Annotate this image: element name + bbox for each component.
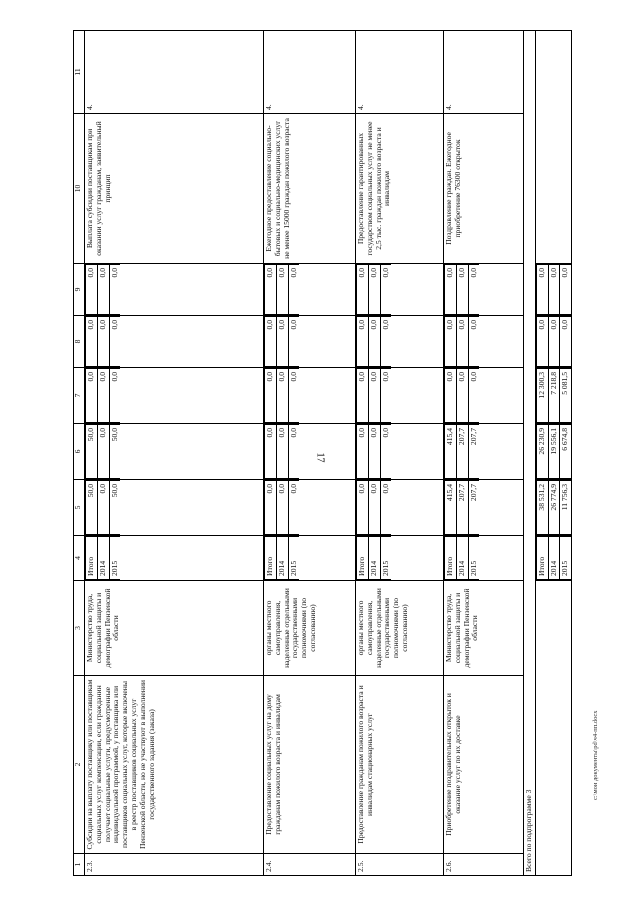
value-cell: 0,0 <box>109 265 120 315</box>
value-cell: 0,0 <box>109 369 120 423</box>
value-cell: 0,0 <box>86 369 98 423</box>
row-number: 2.6. <box>444 854 524 876</box>
value-cell: 0,0 <box>536 317 548 367</box>
value-cell: 50,0 <box>86 425 98 479</box>
value-cell: 0,0 <box>265 425 277 479</box>
rotated-table-container <box>73 31 583 876</box>
value-cell: 0,0 <box>380 317 391 367</box>
value-cell: 0,0 <box>265 481 277 535</box>
value-cell: 0,0 <box>97 425 109 479</box>
value-cell: 0,0 <box>97 369 109 423</box>
col-header: 11 <box>74 31 85 114</box>
value-cell: 0,0 <box>357 317 369 367</box>
value-cell: 0,0 <box>380 425 391 479</box>
col-header: 7 <box>74 368 85 424</box>
value-cell: 11 756,3 <box>560 481 571 535</box>
value-cell: 0,0 <box>288 265 299 315</box>
value-cell: 26 774,9 <box>548 481 560 535</box>
table-row <box>444 31 524 876</box>
value-cell: 26 230,9 <box>536 425 548 479</box>
total-label-row <box>524 31 536 876</box>
value-cell: 19 556,1 <box>548 425 560 479</box>
value-cell: 0,0 <box>276 425 288 479</box>
indicator-ref: 4. <box>356 31 444 114</box>
value-cell: 0,0 <box>368 369 380 423</box>
value-cell: 0,0 <box>265 369 277 423</box>
col-header: 2 <box>74 676 85 854</box>
value-cell: 0,0 <box>468 369 479 423</box>
value-cell: 50,0 <box>109 425 120 479</box>
value-cell: 0,0 <box>109 317 120 367</box>
year-cell: 2015 <box>288 537 299 580</box>
col-header: 1 <box>74 854 85 876</box>
value-cell: 0,0 <box>276 265 288 315</box>
total-label: Всего по подпрограмме 3 <box>524 31 536 876</box>
executor: органы местного самоуправления, наделенные отдельными государственными полномочиями (по согласованию) <box>264 581 356 676</box>
value-cell: 0,0 <box>368 481 380 535</box>
activity-name: Предоставление гражданам пожилого возраста и инвалидам стационарных услуг <box>356 676 444 854</box>
file-path-footer: c:\мои документы\pd\ч4-пп.docx <box>592 710 599 800</box>
table-row <box>85 31 264 876</box>
year-cell: Итого <box>536 537 548 580</box>
col-header: 4 <box>74 536 85 581</box>
value-cell: 0,0 <box>548 265 560 315</box>
value-cell: 207,7 <box>468 425 479 479</box>
year-cell: 2014 <box>368 537 380 580</box>
value-cell: 0,0 <box>456 265 468 315</box>
activity-name: Предоставление социальных услуг на дому гражданам пожилого возраста и инвалидам <box>264 676 356 854</box>
value-cell: 415,4 <box>445 425 457 479</box>
value-cell: 0,0 <box>357 425 369 479</box>
value-cell: 0,0 <box>265 265 277 315</box>
value-cell: 0,0 <box>288 425 299 479</box>
executor: Министерство труда, социальной защиты и демографии Пензенской области <box>444 581 524 676</box>
value-cell: 0,0 <box>97 265 109 315</box>
indicator-ref: 4. <box>444 31 524 114</box>
expected-result: Ежегодное предоставление социально-бытовых и социально-медицинских услуг не менее 15000 граждан пожилого возраста <box>264 114 356 264</box>
activity-name: Субсидии на выплату поставщику или поставщикам социальных услуг компенсации, если гражданин получает социальные услуги, предусмотренные индивидуальной программой, у поставщика или поставщиков социальных услуг, которые включены в реестр поставщиков социальных услуг Пензенской области, но не участвуют в выполнении государственного задания (заказа) <box>85 676 264 854</box>
row-number: 2.4. <box>264 854 356 876</box>
col-header: 3 <box>74 581 85 676</box>
col-header: 8 <box>74 316 85 368</box>
value-cell: 0,0 <box>357 265 369 315</box>
value-cell: 207,7 <box>456 481 468 535</box>
year-cell: Итого <box>86 537 98 580</box>
value-cell: 207,7 <box>456 425 468 479</box>
value-cell: 0,0 <box>288 317 299 367</box>
col-header: 10 <box>74 114 85 264</box>
year-cell: Итого <box>265 537 277 580</box>
executor: Министерство труда, социальной защиты и демографии Пензенской области <box>85 581 264 676</box>
year-cell: 2015 <box>560 537 571 580</box>
year-cell: 2014 <box>97 537 109 580</box>
col-header: 5 <box>74 480 85 536</box>
value-cell: 50,0 <box>109 481 120 535</box>
row-number: 2.5. <box>356 854 444 876</box>
value-cell: 0,0 <box>276 481 288 535</box>
value-cell: 0,0 <box>380 369 391 423</box>
value-cell: 5 081,5 <box>560 369 571 423</box>
value-cell: 0,0 <box>97 481 109 535</box>
value-cell: 0,0 <box>357 369 369 423</box>
page-number: 17 <box>314 452 326 463</box>
value-cell: 0,0 <box>265 317 277 367</box>
value-cell: 0,0 <box>86 265 98 315</box>
year-cell: 2014 <box>276 537 288 580</box>
value-cell: 0,0 <box>445 369 457 423</box>
value-cell: 0,0 <box>357 481 369 535</box>
value-cell: 0,0 <box>456 317 468 367</box>
table-row <box>356 31 444 876</box>
value-cell: 0,0 <box>380 481 391 535</box>
col-header: 9 <box>74 264 85 316</box>
expected-result: Выплата субсидии поставщикам при оказании услуг гражданам, заявительный принцип <box>85 114 264 264</box>
value-cell: 0,0 <box>86 317 98 367</box>
value-cell: 0,0 <box>445 317 457 367</box>
indicator-ref: 4. <box>85 31 264 114</box>
value-cell: 6 674,8 <box>560 425 571 479</box>
year-cell: 2015 <box>380 537 391 580</box>
value-cell: 12 300,3 <box>536 369 548 423</box>
value-cell: 0,0 <box>560 265 571 315</box>
row-number: 2.3. <box>85 854 264 876</box>
value-cell: 0,0 <box>97 317 109 367</box>
value-cell: 0,0 <box>560 317 571 367</box>
value-cell: 7 218,8 <box>548 369 560 423</box>
activity-name: Приобретение поздравительных открыток и оказание услуг по их доставке <box>444 676 524 854</box>
value-cell: 0,0 <box>368 265 380 315</box>
value-cell: 0,0 <box>548 317 560 367</box>
expected-result: Предоставление гарантированных государством социальных услуг не менее 2,5 тыс. граждан пожилого возраста и инвалидам <box>356 114 444 264</box>
value-cell: 0,0 <box>536 265 548 315</box>
value-cell: 0,0 <box>456 369 468 423</box>
indicator-ref: 4. <box>264 31 356 114</box>
year-cell: Итого <box>357 537 369 580</box>
value-cell: 0,0 <box>445 265 457 315</box>
value-cell: 0,0 <box>468 317 479 367</box>
value-cell: 0,0 <box>380 265 391 315</box>
total-row <box>535 31 571 876</box>
value-cell: 50,0 <box>86 481 98 535</box>
year-cell: 2014 <box>456 537 468 580</box>
value-cell: 0,0 <box>368 425 380 479</box>
executor: органы местного самоуправления, наделенные отдельными государственными полномочиями (по согласованию) <box>356 581 444 676</box>
program-table <box>73 30 572 876</box>
year-cell: 2014 <box>548 537 560 580</box>
total-spacer <box>535 31 571 264</box>
value-cell: 415,4 <box>445 481 457 535</box>
value-cell: 38 531,2 <box>536 481 548 535</box>
header-row <box>74 31 85 876</box>
expected-result: Поздравление граждан. Ежегодное приобретение 76300 открыток <box>444 114 524 264</box>
value-cell: 0,0 <box>288 369 299 423</box>
value-cell: 207,7 <box>468 481 479 535</box>
year-cell: Итого <box>445 537 457 580</box>
value-cell: 0,0 <box>288 481 299 535</box>
value-cell: 0,0 <box>468 265 479 315</box>
value-cell: 0,0 <box>276 369 288 423</box>
year-cell: 2015 <box>109 537 120 580</box>
col-header: 6 <box>74 424 85 480</box>
year-cell: 2015 <box>468 537 479 580</box>
value-cell: 0,0 <box>368 317 380 367</box>
total-spacer <box>535 581 571 876</box>
value-cell: 0,0 <box>276 317 288 367</box>
table-row <box>264 31 356 876</box>
